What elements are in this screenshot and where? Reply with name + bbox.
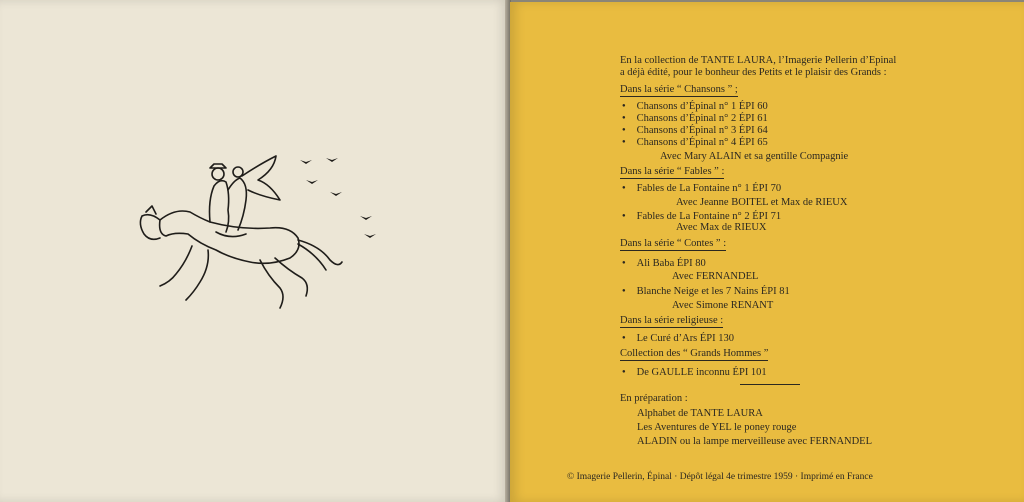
list-item: ● Fables de La Fontaine n° 2 ÉPI 71	[622, 211, 781, 224]
heading-contes: Dans la série “ Contes ” :	[620, 238, 727, 249]
credit-text: Avec Simone RENANT	[672, 300, 774, 311]
list-item: ● Fables de La Fontaine n° 1 ÉPI 70	[622, 183, 781, 196]
heading-grands-hommes: Collection des “ Grands Hommes ”	[620, 348, 769, 359]
list-item: ● Chansons d’Épinal n° 2 ÉPI 61	[622, 113, 768, 126]
list-item: Les Aventures de YEL le poney rouge	[637, 422, 797, 433]
list-item: Alphabet de TANTE LAURA	[637, 408, 763, 419]
list-item: ● Le Curé d’Ars ÉPI 130	[622, 333, 734, 346]
divider	[740, 384, 800, 385]
heading-religieuse: Dans la série religieuse :	[620, 315, 724, 326]
credit-text: Avec Mary ALAIN et sa gentille Compagnie	[660, 151, 849, 162]
list-item: ALADIN ou la lampe merveilleuse avec FERNANDEL	[637, 436, 873, 447]
credit-text: Avec Max de RIEUX	[676, 222, 767, 233]
list-item: ● Chansons d’Épinal n° 4 ÉPI 65	[622, 137, 768, 150]
intro-line-1: En la collection de TANTE LAURA, l’Imagerie Pellerin d’Epinal	[620, 55, 897, 66]
heading-preparation: En préparation :	[620, 393, 688, 404]
footer-copyright: © Imagerie Pellerin, Épinal · Dépôt légal 4e trimestre 1959 · Imprimé en France	[567, 472, 873, 482]
list-item: ● Blanche Neige et les 7 Nains ÉPI 81	[622, 286, 790, 299]
intro-line-2: a déjà édité, pour le bonheur des Petits et le plaisir des Grands :	[620, 67, 887, 78]
left-page	[0, 0, 508, 502]
list-item: ● Chansons d’Épinal n° 1 ÉPI 60	[622, 101, 768, 114]
credit-text: Avec FERNANDEL	[672, 271, 759, 282]
heading-fables: Dans la série “ Fables ” :	[620, 166, 725, 177]
list-item: ● Chansons d’Épinal n° 3 ÉPI 64	[622, 125, 768, 138]
list-item: ● Ali Baba ÉPI 80	[622, 258, 706, 271]
list-item: ● De GAULLE inconnu ÉPI 101	[622, 367, 767, 380]
horse-rider-illustration	[130, 150, 390, 330]
credit-text: Avec Jeanne BOITEL et Max de RIEUX	[676, 197, 848, 208]
heading-chansons: Dans la série “ Chansons ” ;	[620, 84, 738, 95]
